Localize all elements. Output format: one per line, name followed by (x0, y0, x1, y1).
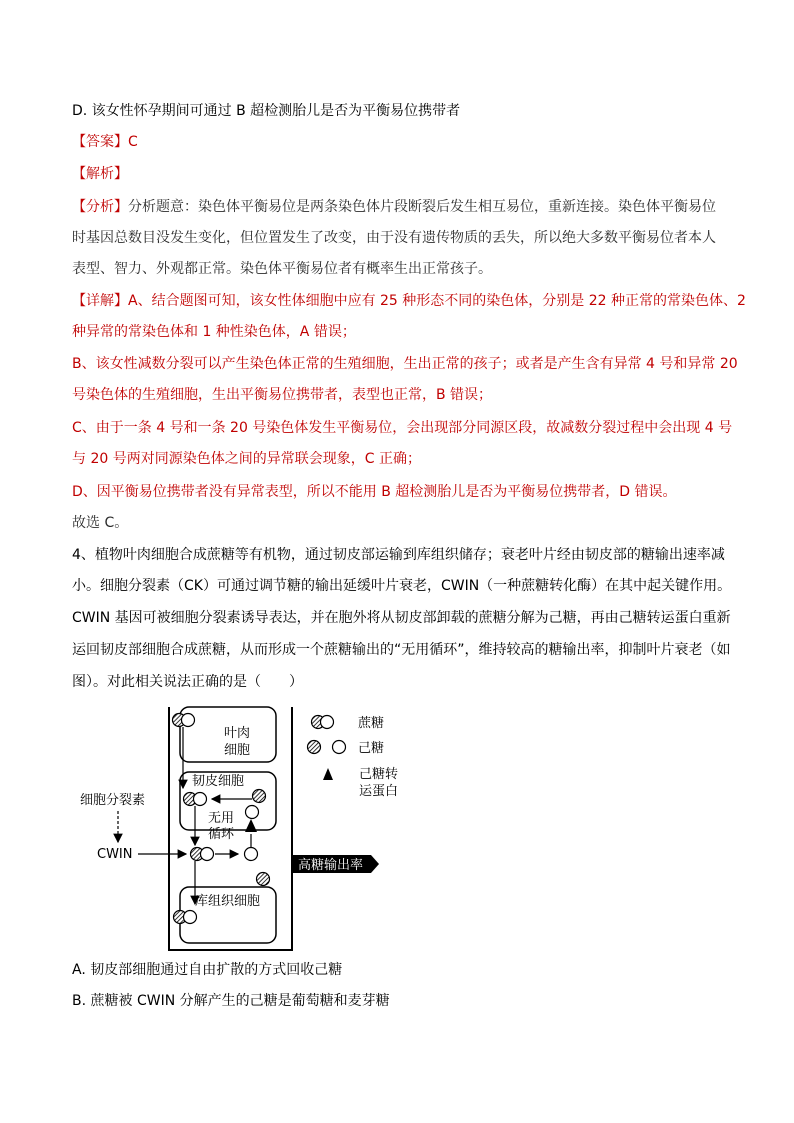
phloem-label: 韧皮细胞 (192, 774, 245, 789)
sucrose-white-half-icon (201, 848, 214, 861)
detail-d-1: D、因平衡易位携带者没有异常表型，所以不能用 B 超检测胎儿是否为平衡易位携带者，D 错误。 (72, 484, 677, 500)
detail-c-2: 与 20 号两对同源染色体之间的异常联会现象，C 正确； (72, 451, 421, 467)
legend-hexose-label: 己糖 (358, 741, 385, 756)
hexose-white-icon (245, 848, 258, 861)
question-4-line-2: 小。细胞分裂素（CK）可通过调节糖的输出延缓叶片衰老，CWIN（一种蔗糖转化酶）在其中起关键作用。 (72, 578, 732, 594)
option-a: A. 韧皮部细胞通过自由扩散的方式回收己糖 (72, 962, 343, 978)
legend-hexose-hatched-icon (308, 741, 321, 754)
analysis-text-1: 分析题意：染色体平衡易位是两条染色体片段断裂后发生相互易位，重新连接。染色体平衡易位 (128, 199, 716, 215)
legend-transporter-icon (323, 768, 333, 780)
hexose-transporter-icon (245, 819, 257, 832)
detail-text-2: 种异常的常染色体和 1 种性染色体，A 错误； (72, 324, 356, 340)
legend-sucrose-white-icon (321, 716, 334, 729)
mesophyll-label-1: 叶肉 (224, 726, 251, 741)
high-output-label: 高糖输出率 (298, 858, 364, 873)
sucrose-white-half-icon (182, 714, 195, 727)
hexose-hatched-icon (253, 790, 266, 803)
hexose-white-icon (246, 806, 259, 819)
detail-tag: 【详解】 (72, 293, 128, 309)
option-d: D. 该女性怀孕期间可通过 B 超检测胎儿是否为平衡易位携带者 (72, 103, 461, 119)
answer-label: 【答案】C (72, 134, 138, 150)
choose-line: 故选 C。 (72, 515, 129, 531)
analysis-text-3: 表型、智力、外观都正常。染色体平衡易位者有概率生出正常孩子。 (72, 261, 492, 277)
detail-text-1: A、结合题图可知，该女性体细胞中应有 25 种形态不同的染色体，分别是 22 种正常的常染色体、2 (128, 293, 746, 309)
question-4-line-4: 运回韧皮部细胞合成蔗糖，从而形成一个蔗糖输出的“无用循环”，维持较高的糖输出率，抑制叶片衰老（如 (72, 642, 731, 658)
sugar-cycle-diagram (72, 700, 452, 958)
detail-paragraph-1 (72, 291, 746, 311)
legend-sucrose-label: 蔗糖 (358, 716, 385, 731)
futile-cycle-label-2: 循环 (208, 827, 235, 842)
detail-c-1: C、由于一条 4 号和一条 20 号染色体发生平衡易位，会出现部分同源区段，故减数分裂过程中会出现 4 号 (72, 420, 733, 436)
analysis-label: 【解析】 (72, 166, 128, 182)
mesophyll-label-2: 细胞 (224, 743, 251, 758)
question-4-line-5: 图）。对此相关说法正确的是（ ） (72, 674, 303, 690)
sink-label: 库组织细胞 (195, 894, 261, 909)
option-b: B. 蔗糖被 CWIN 分解产生的己糖是葡萄糖和麦芽糖 (72, 993, 390, 1009)
hexose-hatched-icon (257, 873, 270, 886)
cwin-label: CWIN (97, 847, 133, 862)
sucrose-white-half-icon (194, 793, 207, 806)
legend-hexose-white-icon (333, 741, 346, 754)
analysis-text-2: 时基因总数目没发生变化，但位置发生了改变，由于没有遗传物质的丢失，所以绝大多数平衡易位者本人 (72, 230, 716, 246)
detail-b-1: B、该女性减数分裂可以产生染色体正常的生殖细胞，生出正常的孩子；或者是产生含有异常 4 号和异常 20 (72, 356, 738, 372)
detail-b-2: 号染色体的生殖细胞，生出平衡易位携带者，表型也正常，B 错误； (72, 387, 493, 403)
analysis-tag: 【分析】 (72, 199, 128, 215)
sucrose-white-half-icon (184, 911, 197, 924)
question-4-line-1: 4、植物叶肉细胞合成蔗糖等有机物，通过韧皮部运输到库组织储存；衰老叶片经由韧皮部的糖输出速率减 (72, 547, 725, 563)
futile-cycle-label-1: 无用 (208, 811, 235, 826)
cytokinin-label: 细胞分裂素 (80, 793, 146, 808)
legend-transporter-label-1: 己糖转 (359, 767, 399, 782)
analysis-paragraph-1 (72, 197, 716, 217)
legend-transporter-label-2: 运蛋白 (359, 784, 399, 799)
question-4-line-3: CWIN 基因可被细胞分裂素诱导表达，并在胞外将从韧皮部卸载的蔗糖分解为己糖，再由己糖转运蛋白重新 (72, 610, 731, 626)
